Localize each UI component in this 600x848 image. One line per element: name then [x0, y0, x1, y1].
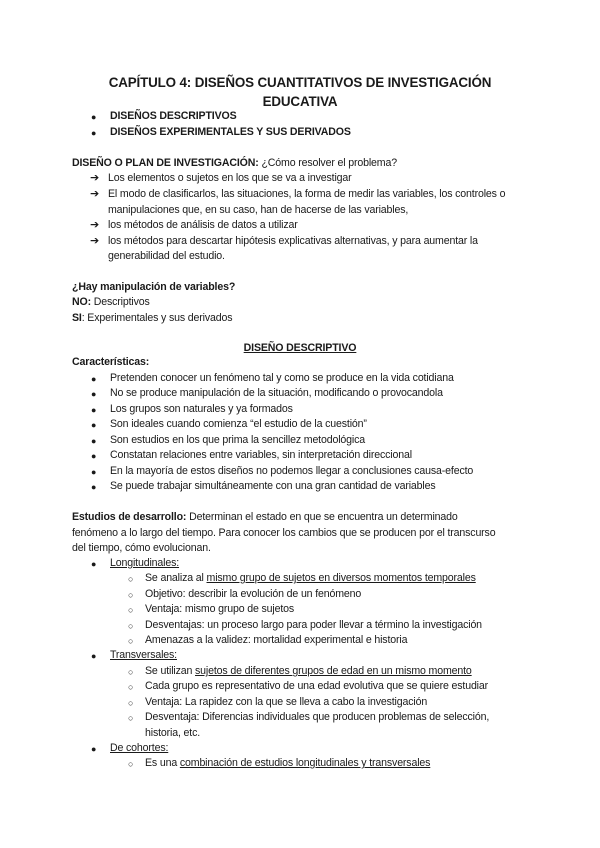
longitudinal-item-1-underlined: mismo grupo de sujetos en diversos momentos temporales	[206, 572, 476, 584]
characteristic-1: Pretenden conocer un fenómeno tal y como se produce en la vida cotidiana	[110, 372, 454, 384]
transversal-item-4-line-1: Desventaja: Diferencias individuales que producen problemas de selección,	[145, 711, 490, 723]
bullet-dot-icon: ●	[91, 374, 97, 384]
circle-bullet-icon: ○	[128, 698, 134, 708]
longitudinal-item-2: Objetivo: describir la evolución de un fenómeno	[145, 588, 362, 600]
circle-bullet-icon: ○	[128, 636, 134, 646]
development-intro-line-1	[72, 511, 458, 523]
transversal-label: Transversales:	[110, 649, 177, 661]
plan-item-4-line-2: generabilidad del estudio.	[108, 250, 225, 262]
characteristic-2: No se produce manipulación de la situación, modificando o provocandola	[110, 387, 443, 399]
circle-bullet-icon: ○	[128, 574, 134, 584]
plan-item-4-line-1: los métodos para descartar hipótesis explicativas alternativas, y para aumentar la	[108, 235, 478, 247]
bullet-dot-icon: ●	[91, 112, 97, 122]
transversal-item-1-prefix: Se utilizan	[145, 665, 196, 677]
circle-bullet-icon: ○	[128, 667, 134, 677]
section-heading: DISEÑO DESCRIPTIVO	[243, 342, 357, 354]
bullet-dot-icon: ●	[91, 482, 97, 492]
transversal-item-1	[145, 665, 472, 677]
cohort-item-1-underlined: combinación de estudios longitudinales y transversales	[179, 757, 431, 769]
bullet-dot-icon: ●	[91, 405, 97, 415]
longitudinal-item-1-prefix: Se analiza al	[145, 572, 207, 584]
plan-item-3: los métodos de análisis de datos a utilizar	[108, 219, 298, 231]
characteristic-3: Los grupos son naturales y ya formados	[110, 403, 293, 415]
manipulation-no	[72, 296, 150, 308]
arrow-right-icon: ➔	[90, 172, 100, 184]
longitudinal-item-3: Ventaja: mismo grupo de sujetos	[145, 603, 295, 615]
bullet-dot-icon: ●	[91, 436, 97, 446]
circle-bullet-icon: ○	[128, 713, 134, 723]
top-bullet-2: DISEÑOS EXPERIMENTALES Y SUS DERIVADOS	[110, 126, 351, 138]
transversal-item-4-line-2: historia, etc.	[145, 727, 201, 739]
no-value: Descriptivos	[90, 296, 150, 308]
longitudinal-label: Longitudinales:	[110, 557, 180, 569]
plan-heading	[72, 157, 397, 169]
si-value: : Experimentales y sus derivados	[81, 312, 233, 324]
characteristic-4: Son ideales cuando comienza “el estudio de la cuestión”	[110, 418, 367, 430]
bullet-dot-icon: ●	[91, 420, 97, 430]
manipulation-si	[72, 312, 232, 324]
development-intro-text: Determinan el estado en que se encuentra un determinado	[186, 511, 458, 523]
plan-label: DISEÑO O PLAN DE INVESTIGACIÓN:	[72, 157, 259, 169]
development-label: Estudios de desarrollo:	[72, 511, 187, 523]
transversal-item-1-underlined: sujetos de diferentes grupos de edad en un mismo momento	[195, 665, 472, 677]
characteristic-8: Se puede trabajar simultáneamente con una gran cantidad de variables	[110, 480, 436, 492]
page-title	[60, 73, 540, 111]
characteristic-5: Son estudios en los que prima la sencillez metodológica	[110, 434, 365, 446]
title-line-2: EDUCATIVA	[262, 94, 338, 109]
arrow-right-icon: ➔	[90, 188, 100, 200]
longitudinal-item-4: Desventajas: un proceso largo para poder llevar a término la investigación	[145, 619, 482, 631]
plan-item-2-line-1: El modo de clasificarlos, las situaciones, la forma de medir las variables, los controles o	[108, 188, 506, 200]
circle-bullet-icon: ○	[128, 621, 134, 631]
transversal-item-2: Cada grupo es representativo de una edad evolutiva que se quiere estudiar	[145, 680, 489, 692]
longitudinal-item-1	[145, 572, 476, 584]
bullet-dot-icon: ●	[91, 744, 97, 754]
circle-bullet-icon: ○	[128, 605, 134, 615]
title-line-1: CAPÍTULO 4: DISEÑOS CUANTITATIVOS DE INVESTIGACIÓN	[108, 75, 492, 90]
bullet-dot-icon: ●	[91, 128, 97, 138]
characteristic-6: Constatan relaciones entre variables, sin interpretación direccional	[110, 449, 412, 461]
bullet-dot-icon: ●	[91, 451, 97, 461]
characteristics-label: Características:	[72, 356, 150, 368]
circle-bullet-icon: ○	[128, 682, 134, 692]
no-label: NO:	[72, 296, 91, 308]
plan-item-2-line-2: manipulaciones que, en su caso, han de hacerse de las variables,	[108, 204, 409, 216]
cohort-label: De cohortes:	[110, 742, 169, 754]
arrow-right-icon: ➔	[90, 235, 100, 247]
circle-bullet-icon: ○	[128, 590, 134, 600]
development-intro-line-3: del tiempo, cómo evolucionan.	[72, 542, 211, 554]
manipulation-question: ¿Hay manipulación de variables?	[72, 281, 236, 293]
transversal-item-3: Ventaja: La rapidez con la que se lleva a cabo la investigación	[145, 696, 428, 708]
cohort-item-1	[145, 757, 430, 769]
cohort-item-1-prefix: Es una	[145, 757, 180, 769]
bullet-dot-icon: ●	[91, 467, 97, 477]
characteristic-7: En la mayoría de estos diseños no podemos llegar a conclusiones causa-efecto	[110, 465, 474, 477]
bullet-dot-icon: ●	[91, 651, 97, 661]
circle-bullet-icon: ○	[128, 759, 134, 769]
si-label: SI	[72, 312, 82, 324]
plan-question: ¿Cómo resolver el problema?	[258, 157, 397, 169]
longitudinal-item-5: Amenazas a la validez: mortalidad experimental e historia	[145, 634, 408, 646]
bullet-dot-icon: ●	[91, 559, 97, 569]
development-intro-line-2: fenómeno a lo largo del tiempo. Para conocer los cambios que se producen por el transcurso	[72, 527, 496, 539]
bullet-dot-icon: ●	[91, 389, 97, 399]
arrow-right-icon: ➔	[90, 219, 100, 231]
plan-item-1: Los elementos o sujetos en los que se va a investigar	[108, 172, 352, 184]
top-bullet-1: DISEÑOS DESCRIPTIVOS	[110, 110, 237, 122]
